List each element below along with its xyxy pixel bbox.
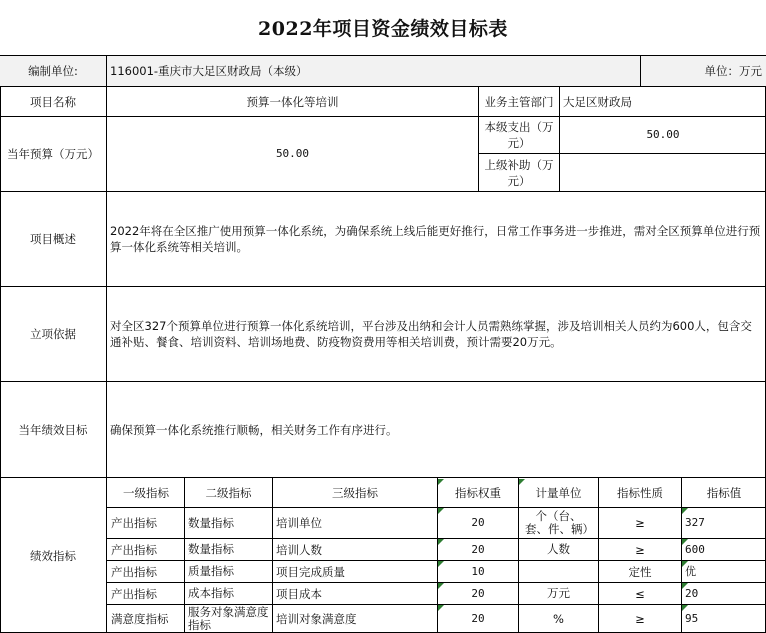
cell-flag-icon bbox=[438, 605, 444, 611]
superior-subsidy-value bbox=[560, 154, 766, 191]
basis-text: 对全区327个预算单位进行预算一体化系统培训，平台涉及出纳和会计人员需熟练掌握，涉及培训相关人员约为600人，包含交通补贴、餐食、培训资料、培训场地费、防疫物资费用等相关培训费，预计需要20万元。 bbox=[110, 319, 752, 349]
cell-flag-icon bbox=[438, 583, 444, 589]
cell-flag-icon bbox=[682, 605, 688, 611]
indicator-cell-unit bbox=[519, 561, 598, 582]
indicator-header-level3: 三级指标 bbox=[332, 486, 378, 500]
project-name-label: 项目名称 bbox=[30, 94, 76, 109]
unit-label: 编制单位: bbox=[0, 56, 106, 86]
indicator-cell-value: 优 bbox=[685, 564, 696, 578]
page-title: 2022年项目资金绩效目标表 bbox=[258, 18, 508, 40]
indicator-cell-level3: 培训人数 bbox=[276, 542, 322, 557]
indicator-cell-level2: 数量指标 bbox=[188, 542, 234, 556]
indicator-cell-weight: 10 bbox=[471, 564, 485, 578]
indicator-cell-level1: 产出指标 bbox=[111, 516, 157, 530]
currency-label: 单位：万元 bbox=[641, 56, 766, 86]
dept-value: 大足区财政局 bbox=[563, 94, 632, 109]
indicator-header-weight: 指标权重 bbox=[455, 486, 501, 500]
cell-flag-icon bbox=[438, 539, 444, 545]
overview-text: 2022年将在全区推广使用预算一体化系统，为确保系统上线后能更好推行，日常工作事务进一步推进，需对全区预算单位进行预算一体化系统等相关培训。 bbox=[110, 224, 761, 254]
budget-total: 50.00 bbox=[275, 147, 310, 160]
indicator-header-unit: 计量单位 bbox=[535, 486, 582, 500]
goal-text: 确保预算一体化系统推行顺畅，相关财务工作有序进行。 bbox=[110, 422, 398, 437]
superior-subsidy-label: 上级补助（万元） bbox=[484, 157, 554, 188]
indicator-cell-value: 95 bbox=[685, 612, 699, 625]
indicator-cell-unit: 人数 bbox=[547, 542, 570, 556]
cell-flag-icon bbox=[682, 583, 688, 589]
indicator-cell-unit: 个（台、套、件、辆） bbox=[525, 509, 594, 536]
indicator-header-nature: 指标性质 bbox=[617, 486, 663, 500]
indicator-cell-level2: 数量指标 bbox=[188, 515, 234, 530]
indicator-cell-level3: 项目完成质量 bbox=[276, 564, 345, 579]
grid-line bbox=[0, 477, 766, 478]
indicator-header-level1: 一级指标 bbox=[123, 486, 169, 500]
basis-label: 立项依据 bbox=[30, 327, 76, 341]
project-name-value: 预算一体化等培训 bbox=[246, 94, 339, 109]
indicator-cell-weight: 20 bbox=[471, 612, 485, 625]
indicator-cell-weight: 20 bbox=[471, 542, 485, 556]
cell-flag-icon bbox=[682, 508, 688, 514]
indicator-header-level2: 二级指标 bbox=[205, 486, 252, 500]
own-expense-value: 50.00 bbox=[646, 128, 680, 141]
indicator-cell-weight: 20 bbox=[471, 586, 485, 600]
overview-label: 项目概述 bbox=[30, 232, 76, 246]
indicator-cell-nature: ≥ bbox=[635, 516, 645, 530]
indicator-cell-weight: 20 bbox=[471, 516, 485, 529]
own-expense-label: 本级支出（万元） bbox=[484, 120, 554, 150]
cell-flag-icon bbox=[682, 561, 688, 567]
indicator-cell-unit: 万元 bbox=[547, 586, 570, 600]
unit-value: 116001-重庆市大足区财政局（本级） bbox=[107, 56, 640, 86]
cell-flag-icon bbox=[438, 479, 444, 485]
indicator-cell-unit: % bbox=[553, 611, 564, 626]
indicator-cell-level1: 产出指标 bbox=[111, 542, 157, 557]
indicator-cell-value: 20 bbox=[685, 586, 699, 600]
cell-flag-icon bbox=[682, 539, 688, 545]
budget-label: 当年预算（万元） bbox=[7, 147, 99, 161]
indicator-cell-nature: ≥ bbox=[635, 612, 645, 626]
indicator-cell-level1: 产出指标 bbox=[111, 586, 157, 601]
goal-label: 当年绩效目标 bbox=[18, 422, 88, 437]
indicator-cell-nature: ≥ bbox=[635, 542, 645, 557]
indicators-label: 绩效指标 bbox=[30, 548, 76, 563]
indicator-cell-level2: 质量指标 bbox=[188, 564, 234, 578]
cell-flag-icon bbox=[438, 561, 444, 567]
cell-flag-icon bbox=[438, 508, 444, 514]
dept-label: 业务主管部门 bbox=[484, 94, 554, 109]
indicator-cell-level2: 成本指标 bbox=[188, 586, 234, 600]
indicator-cell-value: 600 bbox=[685, 542, 705, 556]
indicator-cell-value: 327 bbox=[685, 516, 705, 529]
cell-flag-icon bbox=[519, 479, 525, 485]
indicator-header-value: 指标值 bbox=[706, 486, 742, 500]
indicator-cell-level2: 服务对象满意度指标 bbox=[188, 605, 269, 632]
indicator-cell-level3: 项目成本 bbox=[276, 586, 322, 601]
indicator-cell-level3: 培训对象满意度 bbox=[276, 612, 357, 626]
indicator-cell-level1: 产出指标 bbox=[111, 564, 157, 579]
indicator-cell-level1: 满意度指标 bbox=[111, 612, 169, 626]
indicator-cell-nature: ≤ bbox=[635, 586, 645, 601]
indicator-cell-nature: 定性 bbox=[628, 564, 652, 579]
indicator-cell-level3: 培训单位 bbox=[276, 516, 322, 530]
